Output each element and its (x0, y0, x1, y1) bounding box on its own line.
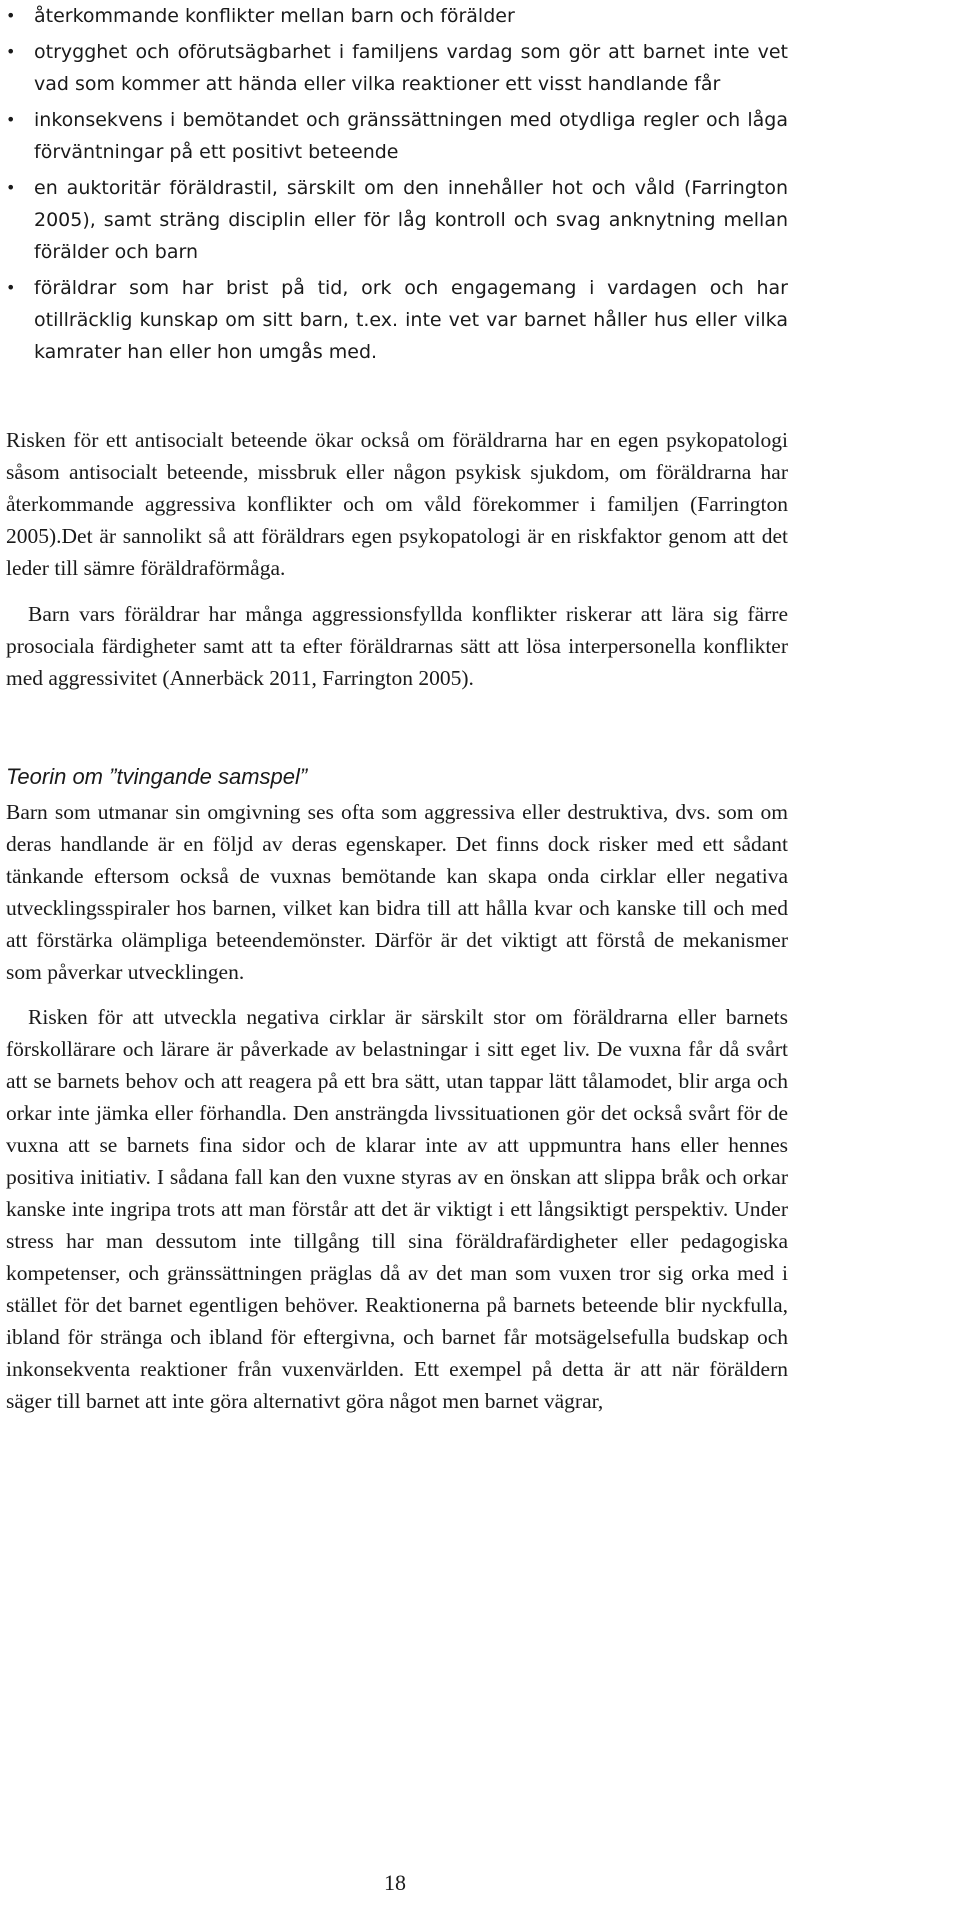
list-item: • återkommande konflikter mellan barn och förälder (6, 0, 788, 32)
list-item: • föräldrar som har brist på tid, ork och engagemang i vardagen och har otillräcklig kunskap om sitt barn, t.ex. inte vet var barnet håller hus eller vilka kamrater han eller hon umgås med. (6, 272, 788, 368)
list-item: • otrygghet och oförutsägbarhet i familjens vardag som gör att barnet inte vet vad som kommer att hända eller vilka reaktioner ett visst handlande får (6, 36, 788, 100)
bullet-icon: • (6, 178, 16, 197)
bullet-icon: • (6, 278, 16, 297)
paragraph-aggressive-conflicts: Barn vars föräldrar har många aggressionsfyllda konflikter riskerar att lära sig färre prosociala färdigheter samt att ta efter föräldrarnas sätt att lösa interpersonella konflikter med aggressivitet (Annerbäck 2011, Farrington 2005). (6, 602, 788, 690)
paragraph-parental-psychopathology: Risken för ett antisocialt beteende ökar också om föräldrarna har en egen psykopatologi såsom antisocialt beteende, missbruk eller någon psykisk sjukdom, om föräldrarna har återkommande aggressiva konflikter och om våld förekommer i familjen (Farrington 2005).Det är sannolikt så att föräldrars egen psykopatologi är en riskfaktor genom att det leder till sämre föräldraförmåga. (6, 428, 788, 580)
paragraph-negative-cycles: Risken för att utveckla negativa cirklar är särskilt stor om föräldrarna eller barnets förskollärare och lärare är påverkade av belastningar i sitt eget liv. De vuxna får då svårt att se barnets behov och att reagera på ett bra sätt, utan tappar lätt tålamodet, blir arga och orkar inte jämka eller förhandla. Den ansträngda livssituationen gör det också svårt för de vuxna att se barnets fina sidor och de klarar inte av att uppmuntra hans eller hennes positiva initiativ. I sådana fall kan den vuxne styras av en önskan att slippa bråk och orkar kanske inte ingripa trots att man förstår att det är viktigt i ett långsiktigt perspektiv. Under stress har man dessutom inte tillgång till sina föräldrafärdigheter eller pedagogiska kompetenser, och gränssättningen präglas då av det man som vuxen tror sig orka med i stället för det barnet egentligen behöver. Reaktionerna på barnets beteende blir nyckfulla, ibland för stränga och ibland för eftergivna, och barnet får motsägelsefulla budskap och inkonsekventa reaktioner från vuxenvärlden. Ett exempel på detta är att när föräldern säger till barnet att inte göra alternativt göra något men barnet vägrar, (6, 1005, 788, 1413)
bullet-icon: • (6, 110, 16, 129)
paragraph-coercive-interaction: Barn som utmanar sin omgivning ses ofta som aggressiva eller destruktiva, dvs. som om deras handlande är en följd av deras egenskaper. Det finns dock risker med ett sådant tänkande eftersom också de vuxnas bemötande kan skapa onda cirklar eller negativa utvecklingsspiraler hos barnen, vilket kan bidra till att hålla kvar och kanske till och med att förstärka olämpliga beteendemönster. Därför är det viktigt att förstå de mekanismer som påverkar utvecklingen. (6, 800, 788, 984)
section-heading: Teorin om ”tvingande samspel” (6, 764, 308, 789)
list-item: • inkonsekvens i bemötandet och gränssättningen med otydliga regler och låga förväntningar på ett positivt beteende (6, 104, 788, 168)
risk-factor-list (6, 0, 788, 368)
bullet-icon: • (6, 6, 16, 25)
page-number: 18 (384, 1870, 406, 1895)
list-item: • en auktoritär föräldrastil, särskilt om den innehåller hot och våld (Farrington 2005), samt sträng disciplin eller för låg kontroll och svag anknytning mellan förälder och barn (6, 172, 788, 268)
bullet-icon: • (6, 42, 16, 61)
